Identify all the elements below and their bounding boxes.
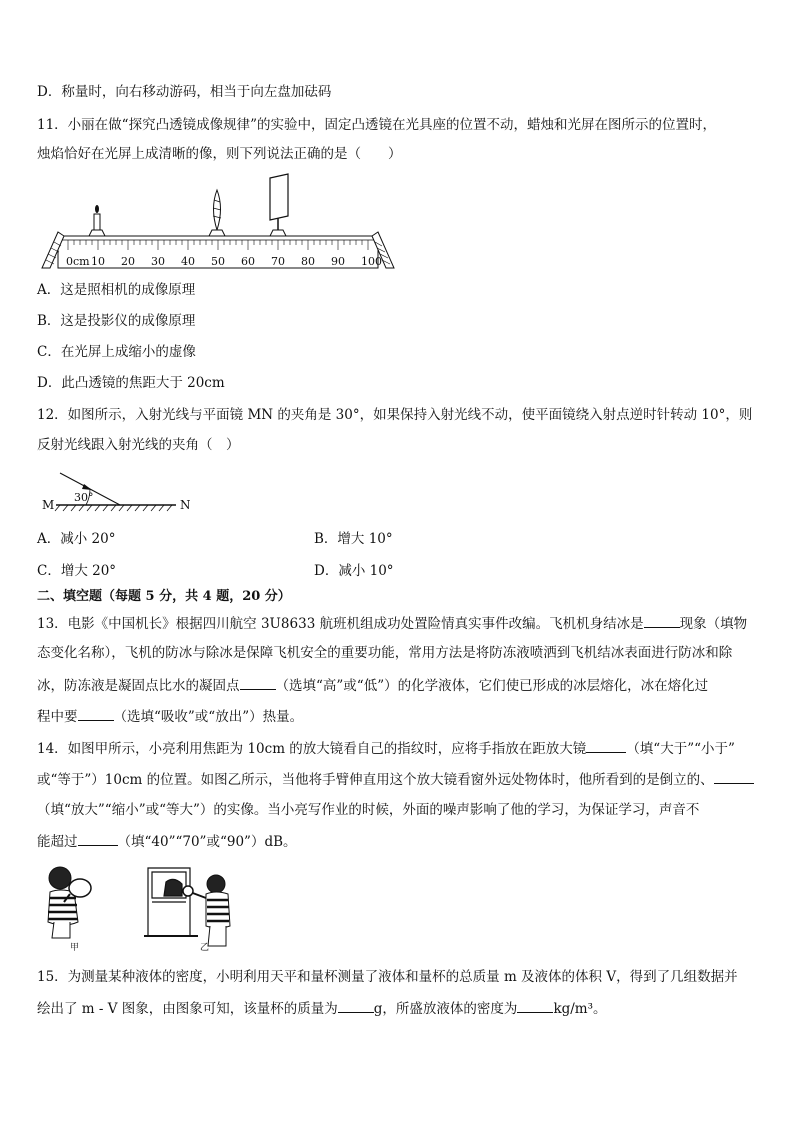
ruler-label: 50: [211, 255, 225, 268]
q13-line2: 态变化名称），飞机的防冰与除冰是保障飞机安全的重要功能，常用方法是将防冻液喷洒到飞机结冰表面进行防冰和除: [37, 645, 733, 661]
section-title-fill-blank: 二、填空题（每题 5 分，共 4 题，20 分）: [37, 589, 291, 604]
q14-blank-3[interactable]: [78, 833, 118, 846]
ruler-label: 0cm: [66, 255, 90, 268]
q13-line1: [37, 615, 747, 632]
q15-blank-1[interactable]: [338, 1000, 374, 1013]
q13-blank-1[interactable]: [644, 615, 680, 628]
q13-blank-2[interactable]: [240, 677, 276, 690]
q13-text-1b: 现象（填物: [679, 616, 748, 632]
q14-text-1a: 14．如图甲所示，小亮利用焦距为 10cm 的放大镜看自己的指纹时，应将手指放在距放大镜: [37, 741, 587, 757]
q13-line3: [37, 677, 708, 694]
q13-text-4a: 程中要: [37, 709, 78, 725]
q13-line4: [37, 708, 303, 725]
q11-option-d: D．此凸透镜的焦距大于 20cm: [37, 375, 225, 391]
q15-line1: 15．为测量某种液体的密度，小明利用天平和量杯测量了液体和量杯的总质量 m 及液体的体积 V，得到了几组数据并: [37, 969, 738, 985]
candle: [94, 205, 100, 230]
q11-option-a: A．这是照相机的成像原理: [37, 282, 196, 298]
q11-option-b: B．这是投影仪的成像原理: [37, 313, 196, 329]
q15-text-2a: 绘出了 m - V 图象，由图象可知，该量杯的质量为: [37, 1001, 338, 1017]
ruler-label: 30: [151, 255, 165, 268]
q14-text-2a: 或“等于”）10cm 的位置。如图乙所示，当他将手臂伸直用这个放大镜看窗外远处物体时，他所看到的是倒立的、: [37, 772, 714, 788]
q12-option-c: C．增大 20°: [37, 563, 117, 579]
figure-label-jia: 甲: [70, 943, 80, 953]
figure-yi-window: [144, 868, 198, 936]
mirror-label-m: M: [42, 498, 55, 512]
q14-line4: [37, 833, 297, 850]
q15-text-2b: g，所盛放液体的密度为: [373, 1001, 518, 1017]
ruler-label: 80: [301, 255, 315, 268]
q14-blank-1[interactable]: [586, 740, 626, 753]
q14-text-4b: （填“40”“70”或“90”）dB。: [117, 834, 297, 850]
q12-stem-line1: 12．如图所示，入射光线与平面镜 MN 的夹角是 30°，如果保持入射光线不动，使平面镜绕入射点逆时针转动 10°，则: [37, 407, 753, 423]
q15-line2: [37, 1000, 607, 1017]
mirror-label-n: N: [180, 498, 191, 512]
figure-jia-boy: [48, 867, 91, 938]
q13-blank-3[interactable]: [78, 708, 114, 721]
figure-label-yi: 乙: [200, 943, 210, 953]
ruler-label: 40: [181, 255, 195, 268]
q15-blank-2[interactable]: [517, 1000, 553, 1013]
ruler-label: 90: [331, 255, 345, 268]
q14-text-1b: （填“大于”“小于”: [626, 741, 735, 757]
magnifier-figure: [40, 862, 250, 954]
q15-text-2c: kg/m³。: [553, 1001, 607, 1017]
q14-line2: [37, 771, 754, 788]
q14-text-4a: 能超过: [37, 834, 78, 850]
optical-bench-figure: [38, 170, 398, 274]
q12-option-d: D．减小 10°: [314, 563, 394, 579]
q11-stem-line2: 烛焰恰好在光屏上成清晰的像，则下列说法正确的是（ ）: [37, 146, 402, 162]
light-screen: [270, 174, 288, 230]
ruler-label: 60: [241, 255, 255, 268]
q12-option-b: B．增大 10°: [314, 531, 393, 547]
q14-line3: （填“放大”“缩小”或“等大”）的实像。当小亮写作业的时候，外面的噪声影响了他的学习，为保证学习，声音不: [37, 802, 700, 818]
q13-text-4b: （选填“吸收”或“放出”）热量。: [113, 709, 304, 725]
ruler-label: 20: [121, 255, 135, 268]
q10-option-d: D．称量时，向右移动游码，相当于向左盘加砝码: [37, 84, 332, 100]
angle-label: 30°: [74, 491, 94, 504]
q11-option-c: C．在光屏上成缩小的虚像: [37, 344, 196, 360]
q14-line1: [37, 740, 735, 757]
q13-text-3a: 冰，防冻液是凝固点比水的凝固点: [37, 678, 240, 694]
q13-text-3b: （选填“高”或“低”）的化学液体，它们使已形成的冰层熔化，冰在熔化过: [275, 678, 709, 694]
ruler-label: 70: [271, 255, 285, 268]
q13-text-1a: 13．电影《中国机长》根据四川航空 3U8633 航班机组成功处置险情真实事件改编。飞机机身结冰是: [37, 616, 644, 632]
q11-stem-line1: 11．小丽在做“探究凸透镜成像规律”的实验中，固定凸透镜在光具座的位置不动，蜡烛和光屏在图所示的位置时，: [37, 117, 716, 133]
mirror-figure: [38, 465, 198, 517]
convex-lens: [213, 190, 221, 230]
q12-option-a: A．减小 20°: [37, 531, 116, 547]
q12-stem-line2: 反射光线跟入射光线的夹角（ ）: [37, 437, 240, 453]
q14-blank-2[interactable]: [714, 771, 754, 784]
ruler-label: 10: [91, 255, 105, 268]
ruler-label: 100: [361, 255, 382, 268]
